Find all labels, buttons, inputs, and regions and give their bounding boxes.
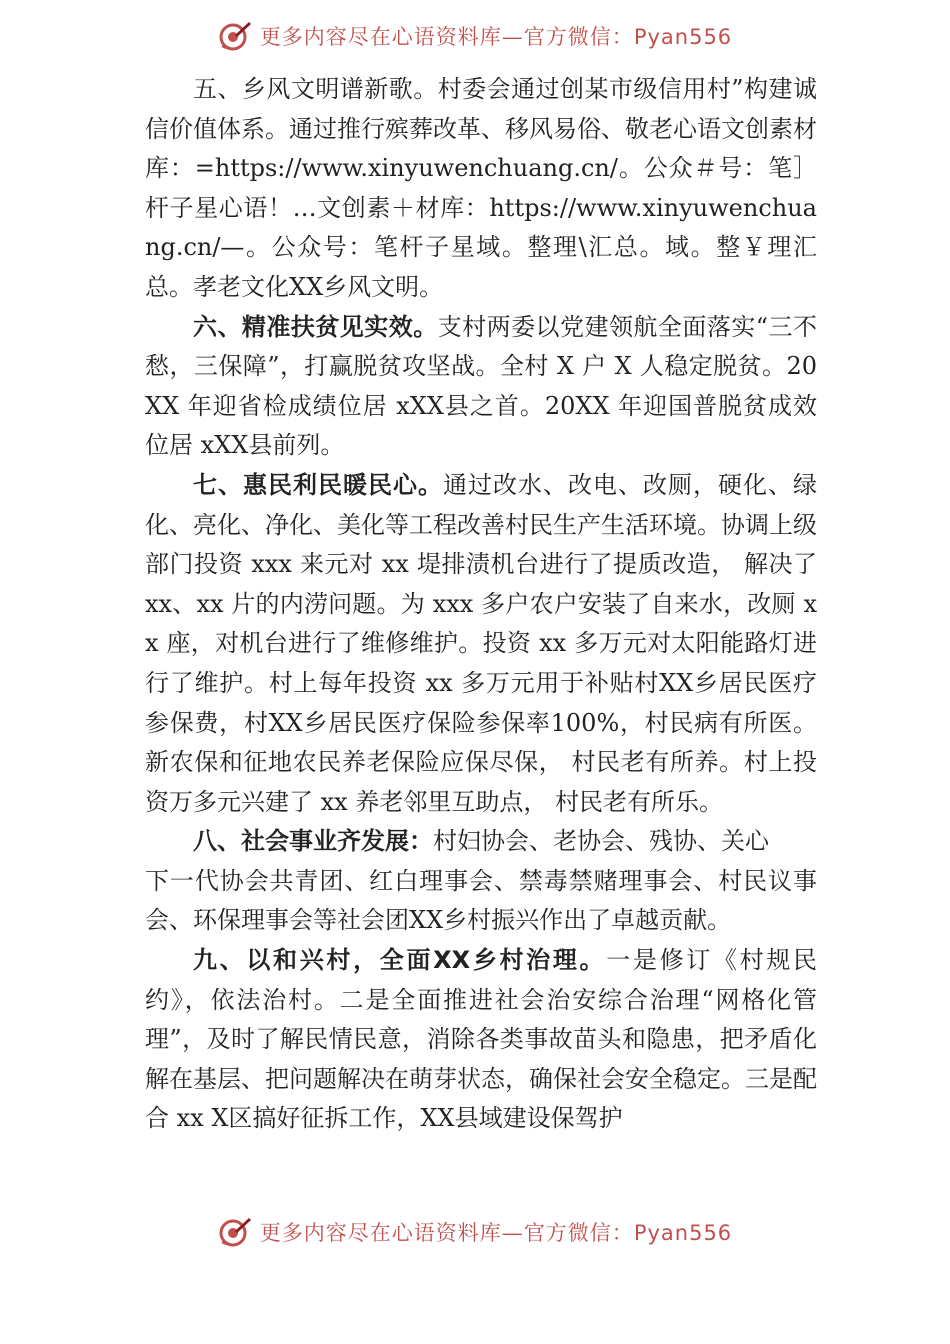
paragraph-9-text: 一是修订《村规民约》，依法治村。二是全面推进社会治安综合治理“网格化管理”，及时了解民情民意，消除各类事故苗头和隐患，把矛盾化解在基层、把问题解决在萌芽状态，确保社会安全稳定。三是配合 xx X区搞好征拆工作，XX县域建设保驾护	[145, 946, 818, 1133]
paragraph-6	[145, 308, 817, 466]
banner-contact-id: Pyan556	[633, 1221, 733, 1245]
paragraph-5-body: 五、乡风文明谱新歌。	[193, 75, 438, 103]
pen-logo-icon	[218, 1215, 252, 1249]
paragraph-7-text: 通过改水、改电、改厕，硬化、绿化、亮化、净化、美化等工程改善村民生产生活环境。协调上级部门投资 xxx 来元对 xx 堤排渍机台进行了提质改造， 解决了 xx、xx 片的内涝问题。为 xxx 多户农户安装了自来水，改厕 xx 座，对机台进行了维修维护。投资 xx 多万元对太阳能路灯进行了维护。村上每年投资 xx 多万元用于补贴村XX乡居民医疗参保费，村XX乡居民医疗保险参保率100%，村民病有所医。新农保和征地农民养老保险应保尽保， 村民老有所养。村上投资万多元兴建了 xx 养老邻里互助点， 村民老有所乐。	[145, 470, 817, 816]
banner-text	[260, 21, 732, 51]
paragraph-8-heading: 八、社会事业齐发展：	[193, 827, 433, 856]
paragraph-7	[145, 466, 817, 822]
paragraph-5	[145, 70, 817, 308]
footer-watermark-banner	[0, 1210, 950, 1254]
paragraph-8-text-line1: 村妇协会、老协会、残协、关心	[433, 827, 769, 856]
paragraph-8-text-line2: 下一代协会共青团、红白理事会、禁毒禁赌理事会、村民议事会、环保理事会等社会团XX乡村振兴作出了卓越贡献。	[145, 866, 817, 935]
paragraph-5-text: 村委会通过创某市级信用村”构建诚信价值体系。通过推行殡葬改革、移风易俗、敬老心语文创素材库：=https://www.xinyuwenchuang.cn/。公众＃号：笔］杆子星心语！…文创素＋材库：https://www.xinyuwenchuang.cn/—。公众号：笔杆子星域。整理\汇总。域。整￥理汇总。孝老文化XX乡风文明。	[145, 75, 817, 301]
pen-logo-icon	[218, 19, 252, 53]
banner-contact-label: 官方微信：	[523, 1221, 634, 1245]
paragraph-7-heading: 七、惠民利民暖民心。	[193, 470, 443, 499]
paragraph-9	[145, 941, 817, 1139]
document-body	[145, 70, 817, 1139]
paragraph-6-heading: 六、精准扶贫见实效。	[193, 312, 438, 341]
paragraph-9-heading: 九、以和兴村，全面XX乡村治理。	[193, 946, 607, 975]
banner-main-text: 更多内容尽在心语资料库—	[259, 1221, 524, 1245]
banner-text	[260, 1217, 732, 1247]
paragraph-8	[145, 822, 817, 941]
header-watermark-banner	[0, 14, 950, 58]
banner-contact-id: Pyan556	[633, 25, 733, 49]
paragraph-6-text: 支村两委以党建领航全面落实“三不愁，三保障”，打赢脱贫攻坚战。全村 X 户 X 人稳定脱贫。20XX 年迎省检成绩位居 xXX县之首。20XX 年迎国普脱贫成效位居 xXX县前列。	[145, 312, 817, 460]
banner-contact-label: 官方微信：	[523, 25, 634, 49]
banner-main-text: 更多内容尽在心语资料库—	[259, 25, 524, 49]
